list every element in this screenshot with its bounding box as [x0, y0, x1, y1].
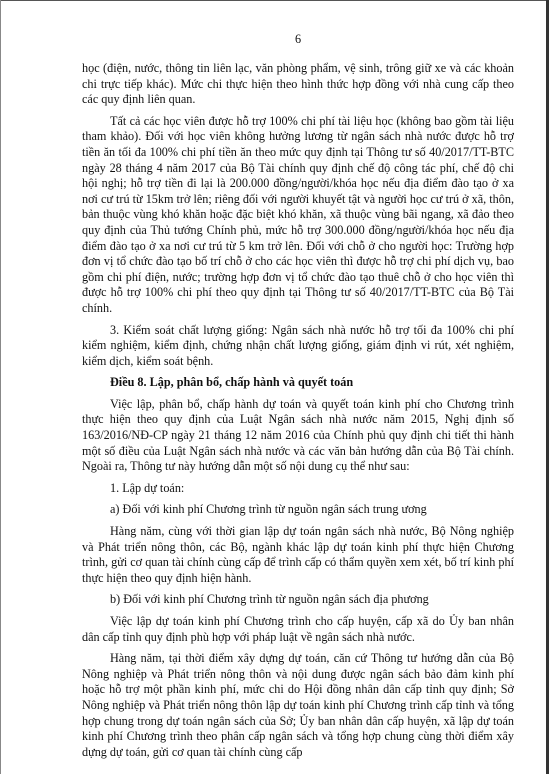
subsection-b-heading: b) Đối với kinh phí Chương trình từ nguồn ngân sách địa phương [110, 592, 429, 607]
section-1-heading: 1. Lập dự toán: [110, 480, 185, 495]
subsection-a-heading: a) Đối với kinh phí Chương trình từ nguồn ngân sách trung ương [110, 502, 427, 517]
paragraph-1: học (điện, nước, thông tin liên lạc, văn phòng phẩm, vệ sinh, trông giữ xe và các khoản chi trực tiếp khác). Mức chi thực hiện theo hình thức hợp đồng với nhà cung cấp theo các quy định liên quan. [82, 61, 514, 107]
article-8-heading: Điều 8. Lập, phân bổ, chấp hành và quyết toán [110, 375, 354, 390]
page-border-left [0, 0, 1, 774]
page-number: 6 [294, 32, 302, 46]
paragraph-10: Việc lập dự toán kinh phí Chương trình cho cấp huyện, cấp xã do Ủy ban nhân dân cấp tỉnh quy định phù hợp với pháp luật về ngân sách nhà nước. [82, 614, 514, 644]
document-body [82, 61, 514, 760]
paragraph-11: Hàng năm, tại thời điểm xây dựng dự toán, căn cứ Thông tư hướng dẫn của Bộ Nông nghiệp và Phát triển nông thôn và nội dung được ngân sách bảo đảm kinh phí hoặc hỗ trợ một phần kinh phí, mức chi do Hội đồng nhân dân cấp tỉnh quy định; Sở Nông nghiệp và Phát triển nông thôn lập dự toán kinh phí Chương trình cấp tỉnh và tổng hợp chung trong dự toán ngân sách của Sở; Ủy ban nhân dân cấp huyện, xã lập dự toán kinh phí Chương trình theo phân cấp ngân sách và tổng hợp chung cùng thời điểm xây dựng dự toán, gửi cơ quan tài chính cùng cấp [82, 651, 514, 759]
paragraph-5: Việc lập, phân bổ, chấp hành dự toán và quyết toán kinh phí cho Chương trình thực hiện theo quy định của Luật Ngân sách nhà nước năm 2015, Nghị định số 163/2016/NĐ-CP ngày 21 tháng 12 năm 2016 của Chính phủ quy định chi tiết thi hành một số điều của Luật Ngân sách nhà nước và các văn bản hướng dẫn của Bộ Tài chính. Ngoài ra, Thông tư này hướng dẫn một số nội dung cụ thể như sau: [82, 396, 514, 474]
paragraph-2: Tất cả các học viên được hỗ trợ 100% chi phí tài liệu học (không bao gồm tài liệu tham khảo). Đối với học viên không hưởng lương từ ngân sách nhà nước được hỗ trợ tiền ăn tối đa 100% chi phí tiền ăn theo mức quy định tại Thông tư số 40/2017/TT-BTC ngày 28 tháng 4 năm 2017 của Bộ Tài chính quy định chế độ công tác phí, chế độ chi hội nghị; hỗ trợ tiền đi lại là 200.000 đồng/người/khóa học nếu địa điểm đào tạo ở xa nơi cư trú từ 15km trở lên; riêng đối với người khuyết tật và người học cư trú ở xã, thôn, bản thuộc vùng khó khăn hoặc đặc biệt khó khăn, xã thuộc vùng bãi ngang, xã đảo theo quy định của Thủ tướng Chính phủ, mức hỗ trợ 300.000 đồng/người/khóa học nếu địa điểm đào tạo ở xa nơi cư trú từ 5 km trở lên. Đối với chỗ ở cho người học: Trường hợp đơn vị tổ chức đào tạo bố trí chỗ ở cho các học viên thì được hỗ trợ chi phí dịch vụ, bao gồm chi phí điện, nước; trường hợp đơn vị tổ chức đào tạo thuê chỗ ở cho học viên thì được hỗ trợ 100% chi phí theo quy định tại Thông tư số 40/2017/TT-BTC của Bộ Tài chính. [82, 113, 514, 315]
paragraph-8: Hàng năm, cùng với thời gian lập dự toán ngân sách nhà nước, Bộ Nông nghiệp và Phát triển nông thôn, các Bộ, ngành khác lập dự toán kinh phí thực hiện Chương trình, gửi cơ quan tài chính cùng cấp để trình cấp có thẩm quyền xem xét, bố trí kinh phí thực hiện theo quy định hiện hành. [82, 524, 514, 585]
paragraph-3: 3. Kiểm soát chất lượng giống: Ngân sách nhà nước hỗ trợ tối đa 100% chi phí kiểm nghiệm, kiểm định, chứng nhận chất lượng giống, giám định vi rút, xét nghiệm, kiểm dịch, kiểm soát bệnh. [82, 322, 514, 368]
document-page [82, 0, 514, 766]
page-border-right [546, 0, 549, 774]
